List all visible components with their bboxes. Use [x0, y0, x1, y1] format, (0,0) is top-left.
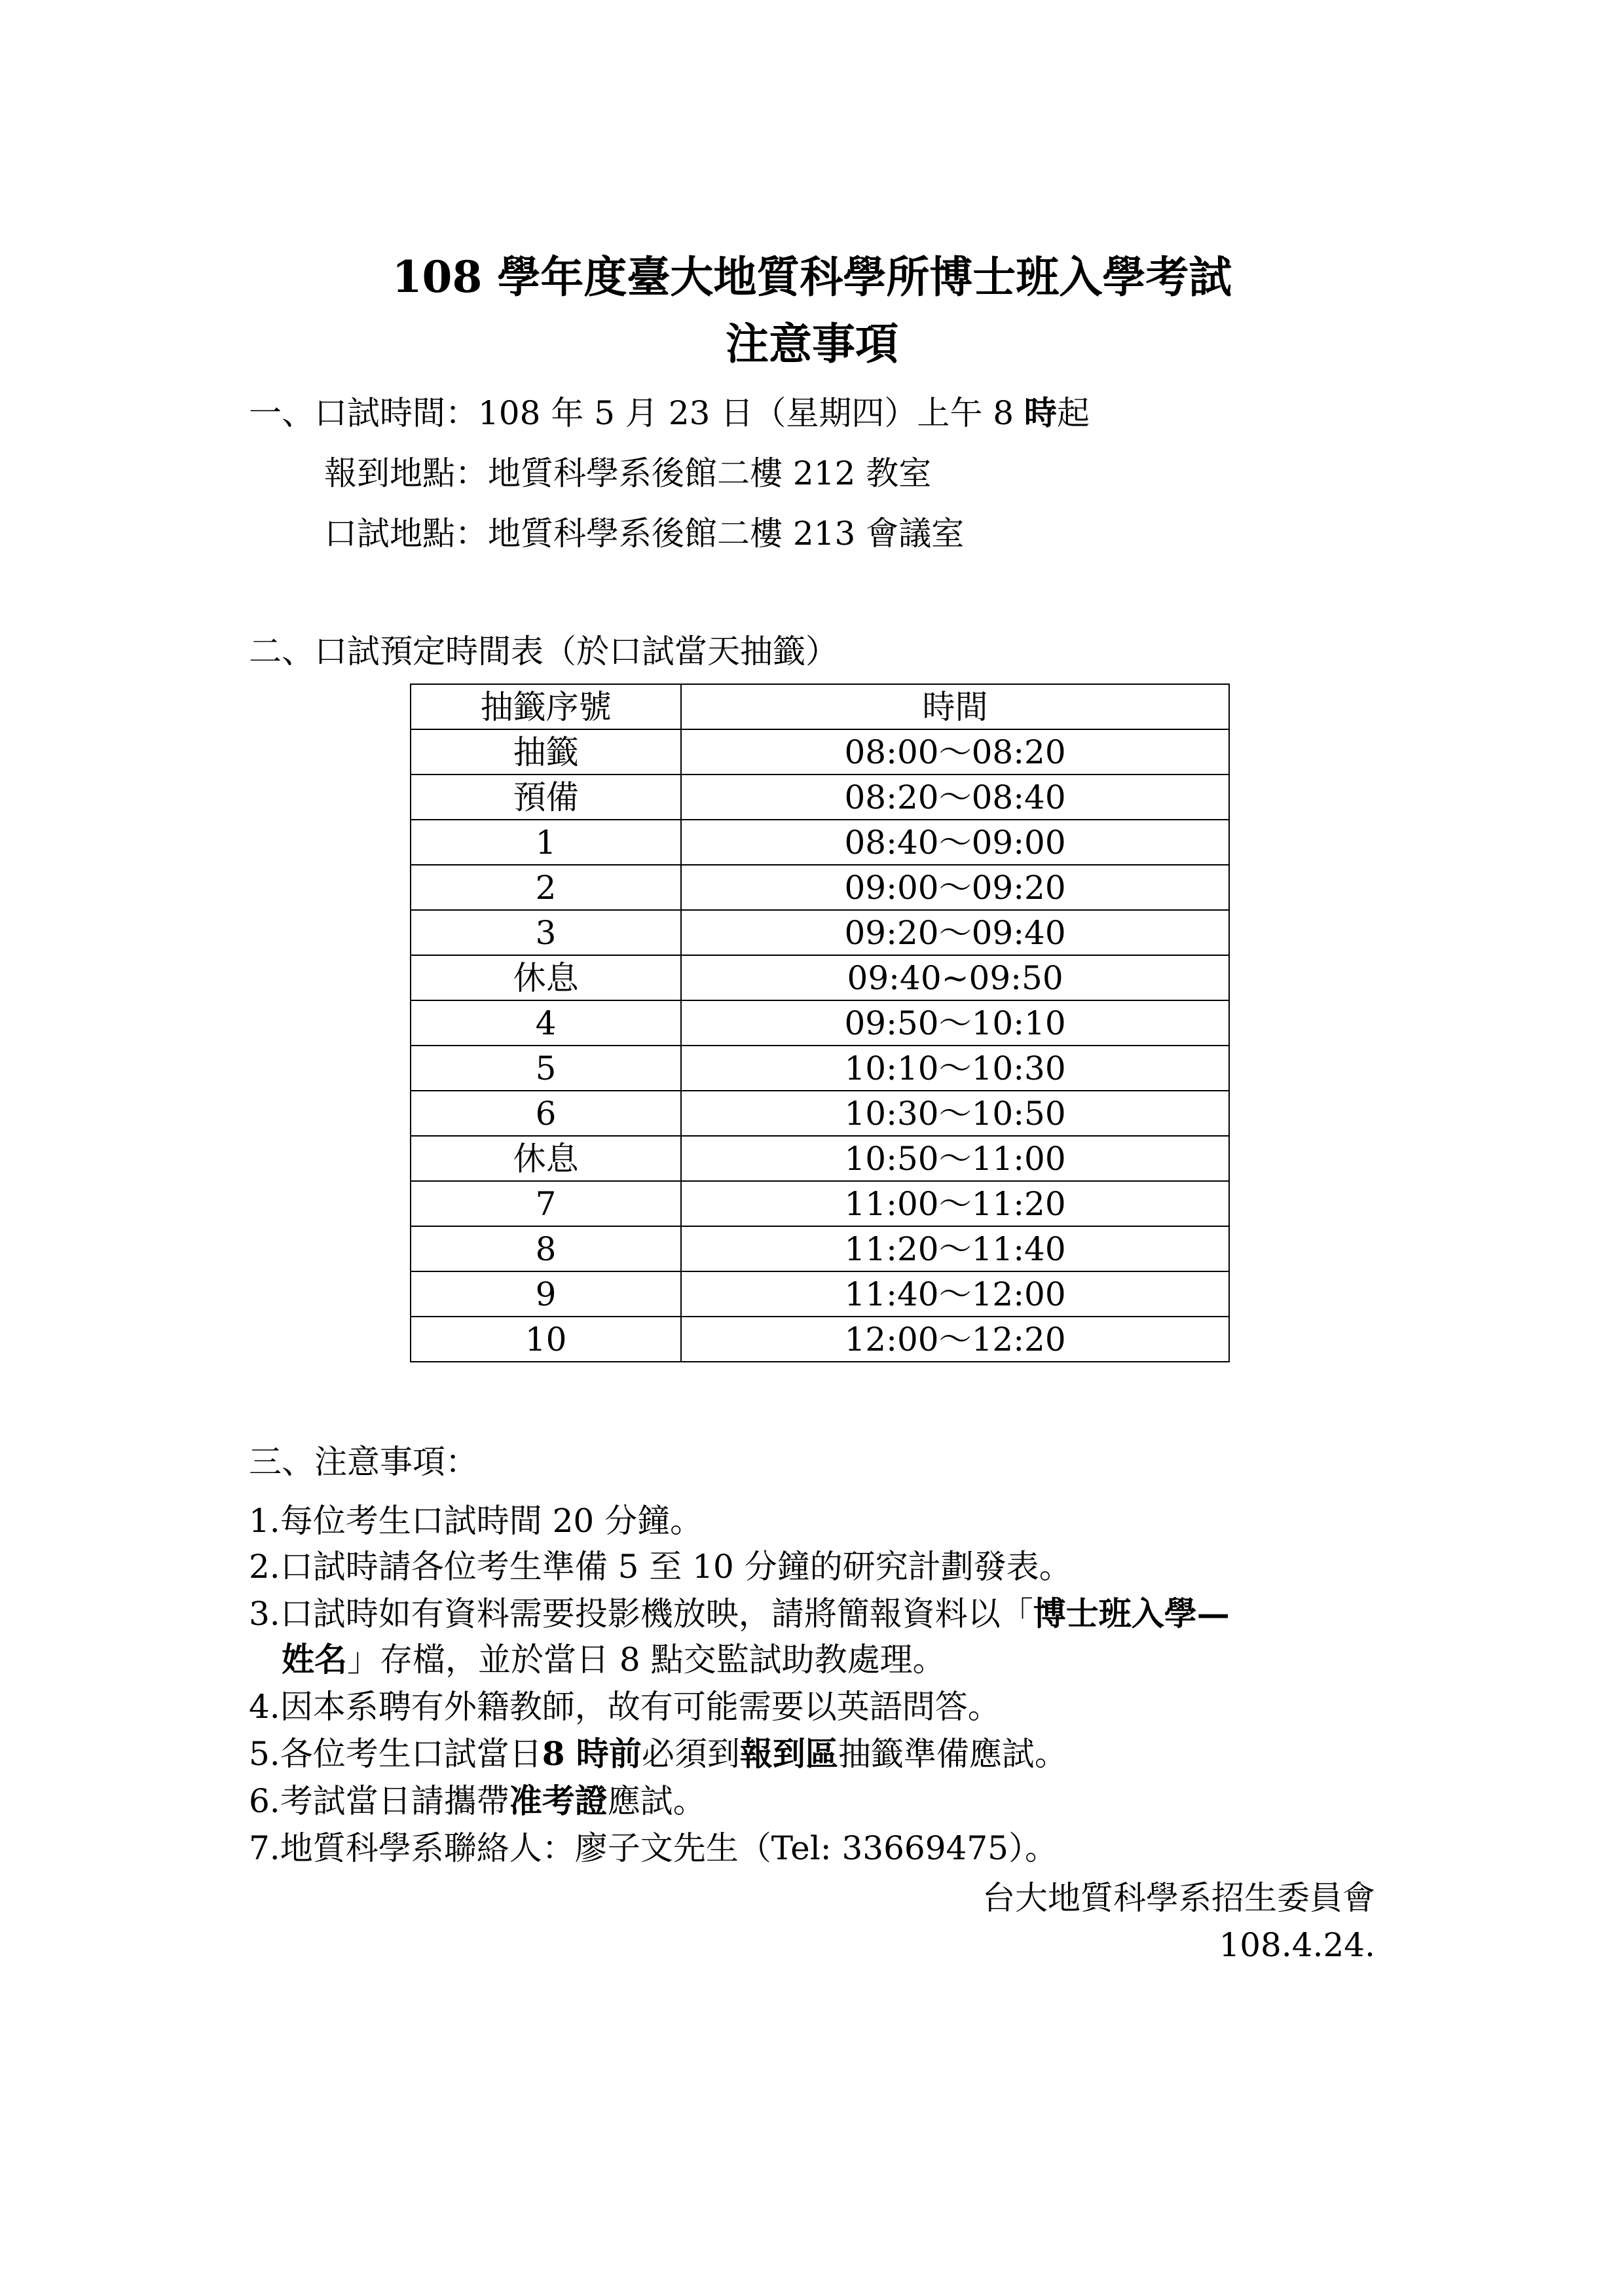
header-draw-number: 抽籤序號	[411, 684, 681, 729]
schedule-table	[410, 683, 1230, 1362]
notes-heading: 三、注意事項：	[249, 1443, 478, 1481]
note-item-3-bold-a: 博士班入學—	[1033, 1594, 1230, 1633]
exam-place-line: 口試地點：地質科學系後館二樓 213 會議室	[324, 515, 965, 553]
table-row	[411, 1000, 1229, 1046]
table-row	[411, 1271, 1229, 1317]
note-item-6	[249, 1778, 706, 1824]
note-item-7: 7.地質科學系聯絡人：廖子文先生（Tel: 33669475）。	[249, 1829, 1058, 1867]
row-number: 9	[411, 1271, 681, 1317]
note-item-3-bold-b: 姓名	[282, 1640, 347, 1679]
note-item-6-bold: 准考證	[509, 1781, 608, 1820]
issue-date: 108.4.24.	[1219, 1926, 1375, 1964]
note-item-2: 2.口試時請各位考生準備 5 至 10 分鐘的研究計劃發表。	[249, 1548, 1072, 1586]
report-place-line: 報到地點：地質科學系後館二樓 212 教室	[324, 454, 932, 492]
row-time: 10:10〜10:30	[681, 1046, 1229, 1091]
row-time: 09:40~09:50	[681, 955, 1229, 1000]
row-number: 預備	[411, 774, 681, 820]
note-item-5	[249, 1731, 1067, 1777]
row-time: 11:00〜11:20	[681, 1181, 1229, 1226]
table-row	[411, 1226, 1229, 1271]
row-number: 抽籤	[411, 729, 681, 774]
note-item-4: 4.因本系聘有外籍教師，故有可能需要以英語問答。	[249, 1688, 1001, 1726]
note-item-5-text-a: 5.各位考生口試當日	[249, 1735, 542, 1773]
row-number: 休息	[411, 1136, 681, 1181]
exam-time-text: 一、口試時間：108 年 5 月 23 日（星期四）上午 8	[249, 394, 1024, 432]
row-number: 1	[411, 820, 681, 865]
document-subtitle: 注意事項	[726, 318, 898, 369]
row-number: 10	[411, 1317, 681, 1362]
table-row	[411, 1091, 1229, 1136]
row-number: 7	[411, 1181, 681, 1226]
row-number: 8	[411, 1226, 681, 1271]
table-row	[411, 955, 1229, 1000]
table-row	[411, 910, 1229, 955]
note-item-3-text-a: 3.口試時如有資料需要投影機放映，請將簡報資料以「	[249, 1595, 1033, 1633]
document-title: 108 學年度臺大地質科學所博士班入學考試	[392, 251, 1232, 302]
row-number: 4	[411, 1000, 681, 1046]
row-number: 休息	[411, 955, 681, 1000]
table-row	[411, 1046, 1229, 1091]
committee-signature: 台大地質科學系招生委員會	[982, 1879, 1375, 1917]
row-time: 09:00〜09:20	[681, 865, 1229, 910]
table-header-row	[411, 684, 1229, 729]
table-row	[411, 865, 1229, 910]
row-time: 11:40〜12:00	[681, 1271, 1229, 1317]
header-time: 時間	[681, 684, 1229, 729]
row-time: 08:40〜09:00	[681, 820, 1229, 865]
row-time: 10:30〜10:50	[681, 1091, 1229, 1136]
exam-time-tail: 起	[1056, 394, 1090, 432]
row-time: 09:50〜10:10	[681, 1000, 1229, 1046]
row-number: 3	[411, 910, 681, 955]
row-time: 11:20〜11:40	[681, 1226, 1229, 1271]
note-item-6-text-a: 6.考試當日請攜帶	[249, 1782, 509, 1820]
row-number: 6	[411, 1091, 681, 1136]
table-row	[411, 1317, 1229, 1362]
row-time: 08:20〜08:40	[681, 774, 1229, 820]
row-time: 09:20〜09:40	[681, 910, 1229, 955]
note-item-1: 1.每位考生口試時間 20 分鐘。	[249, 1502, 703, 1540]
row-number: 2	[411, 865, 681, 910]
row-number: 5	[411, 1046, 681, 1091]
exam-time-bold: 時	[1024, 393, 1057, 432]
note-item-5-bold-b: 報到區	[739, 1734, 838, 1773]
exam-time-line	[249, 390, 1090, 436]
row-time: 08:00〜08:20	[681, 729, 1229, 774]
table-row	[411, 774, 1229, 820]
table-row	[411, 1136, 1229, 1181]
table-row	[411, 1181, 1229, 1226]
note-item-6-text-b: 應試。	[607, 1782, 706, 1820]
note-item-3	[249, 1591, 1230, 1637]
table-row	[411, 729, 1229, 774]
note-item-3-cont	[282, 1637, 946, 1683]
note-item-5-text-b: 必須到	[641, 1735, 740, 1773]
table-row	[411, 820, 1229, 865]
row-time: 12:00〜12:20	[681, 1317, 1229, 1362]
note-item-5-text-c: 抽籤準備應試。	[838, 1735, 1067, 1773]
schedule-heading: 二、口試預定時間表（於口試當天抽籤）	[249, 632, 838, 670]
row-time: 10:50〜11:00	[681, 1136, 1229, 1181]
note-item-5-bold-a: 8 時前	[542, 1734, 642, 1773]
note-item-3-text-b: 」存檔，並於當日 8 點交監試助教處理。	[347, 1641, 946, 1679]
